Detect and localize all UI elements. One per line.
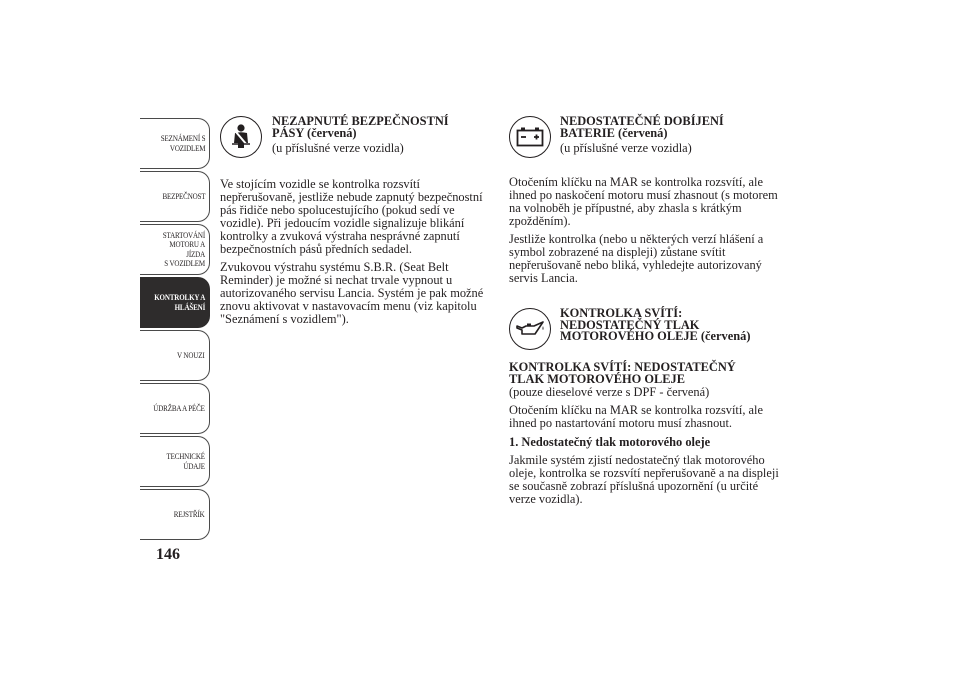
seatbelt-icon <box>220 116 262 158</box>
oil-sub-heading: KONTROLKA SVÍTÍ: NEDOSTATEČNÝ TLAK MOTOROVÉHO OLEJE <box>509 360 736 386</box>
oil-sub-variant: (pouze dieselové verze s DPF - červená) <box>509 385 710 399</box>
oil-can-icon <box>509 308 551 350</box>
oil-paragraph-2: Jakmile systém zjistí nedostatečný tlak motorového oleje, kontrolka se rozsvítí nepřerušovaně a na displeji se současně zobrazí příslušná upozornění (u určité verze vozidla). <box>509 453 779 506</box>
battery-variant: (u příslušné verze vozidla) <box>560 141 692 155</box>
seatbelt-variant: (u příslušné verze vozidla) <box>272 141 404 155</box>
battery-icon <box>509 116 551 158</box>
oil-text <box>509 362 781 511</box>
battery-paragraph-2: Jestliže kontrolka (nebo u některých verzí hlášení a symbol zobrazené na displeji) zůstane svítit nepřerušovaně nebo bliká, vyhledejte autorizovaný servis Lancia. <box>509 232 764 285</box>
oil-section-title: 1. Nedostatečný tlak motorového oleje <box>509 435 711 449</box>
tab-technicke[interactable]: TECHNICKÉ ÚDAJE <box>140 436 210 487</box>
tab-udrzba[interactable]: ÚDRŽBA A PÉČE <box>140 383 210 434</box>
tab-seznameni[interactable]: SEZNÁMENÍ S VOZIDLEM <box>140 118 210 169</box>
seatbelt-paragraph-2: Zvukovou výstrahu systému S.B.R. (Seat Belt Reminder) je možné si nechat trvale vypnout u autorizovaného servisu Lancia. Systém je pak možné znovu aktivovat v nastavovacím menu (viz kapitolu "Seznámení s vozidlem"). <box>220 260 484 326</box>
battery-text <box>509 176 779 290</box>
oil-paragraph-1: Otočením klíčku na MAR se kontrolka rozsvítí, ale ihned po nastartování motoru musí zhasnout. <box>509 403 763 430</box>
tab-kontrolky[interactable]: KONTROLKY A HLÁŠENÍ <box>140 277 210 328</box>
seatbelt-paragraph-1: Ve stojícím vozidle se kontrolka rozsvítí nepřerušovaně, jestliže nebude zapnutý bezpečnostní pás řidiče nebo spolucestujícího (pokud sedí ve vozidle). Při jedoucím vozidle signalizuje blikání kontrolky a zvuková výstraha nesprávné zapnutí bezpečnostních pásů předních sedadel. <box>220 177 483 256</box>
battery-heading-block <box>560 116 780 155</box>
oil-title: KONTROLKA SVÍTÍ: NEDOSTATEČNÝ TLAK MOTOROVÉHO OLEJE (červená) <box>560 306 751 343</box>
seatbelt-title: NEZAPNUTÉ BEZPEČNOSTNÍ PÁSY (červená) <box>272 114 449 140</box>
tab-v-nouzi[interactable]: V NOUZI <box>140 330 210 381</box>
tab-startovani[interactable]: STARTOVÁNÍ MOTORU A JÍZDA S VOZIDLEM <box>140 224 210 275</box>
left-text <box>220 178 488 331</box>
oil-heading-block <box>560 308 780 343</box>
battery-title: NEDOSTATEČNÉ DOBÍJENÍ BATERIE (červená) <box>560 114 724 140</box>
tab-rejstrik[interactable]: REJSTŘÍK <box>140 489 210 540</box>
page-number: 146 <box>156 546 180 563</box>
seatbelt-heading-block <box>272 116 482 155</box>
tab-bezpecnost[interactable]: BEZPEČNOST <box>140 171 210 222</box>
battery-paragraph-1: Otočením klíčku na MAR se kontrolka rozsvítí, ale ihned po naskočení motoru musí zhasnout (s motorem na volnoběh je přípustné, aby zhasla s krátkým zpožděním). <box>509 175 778 228</box>
